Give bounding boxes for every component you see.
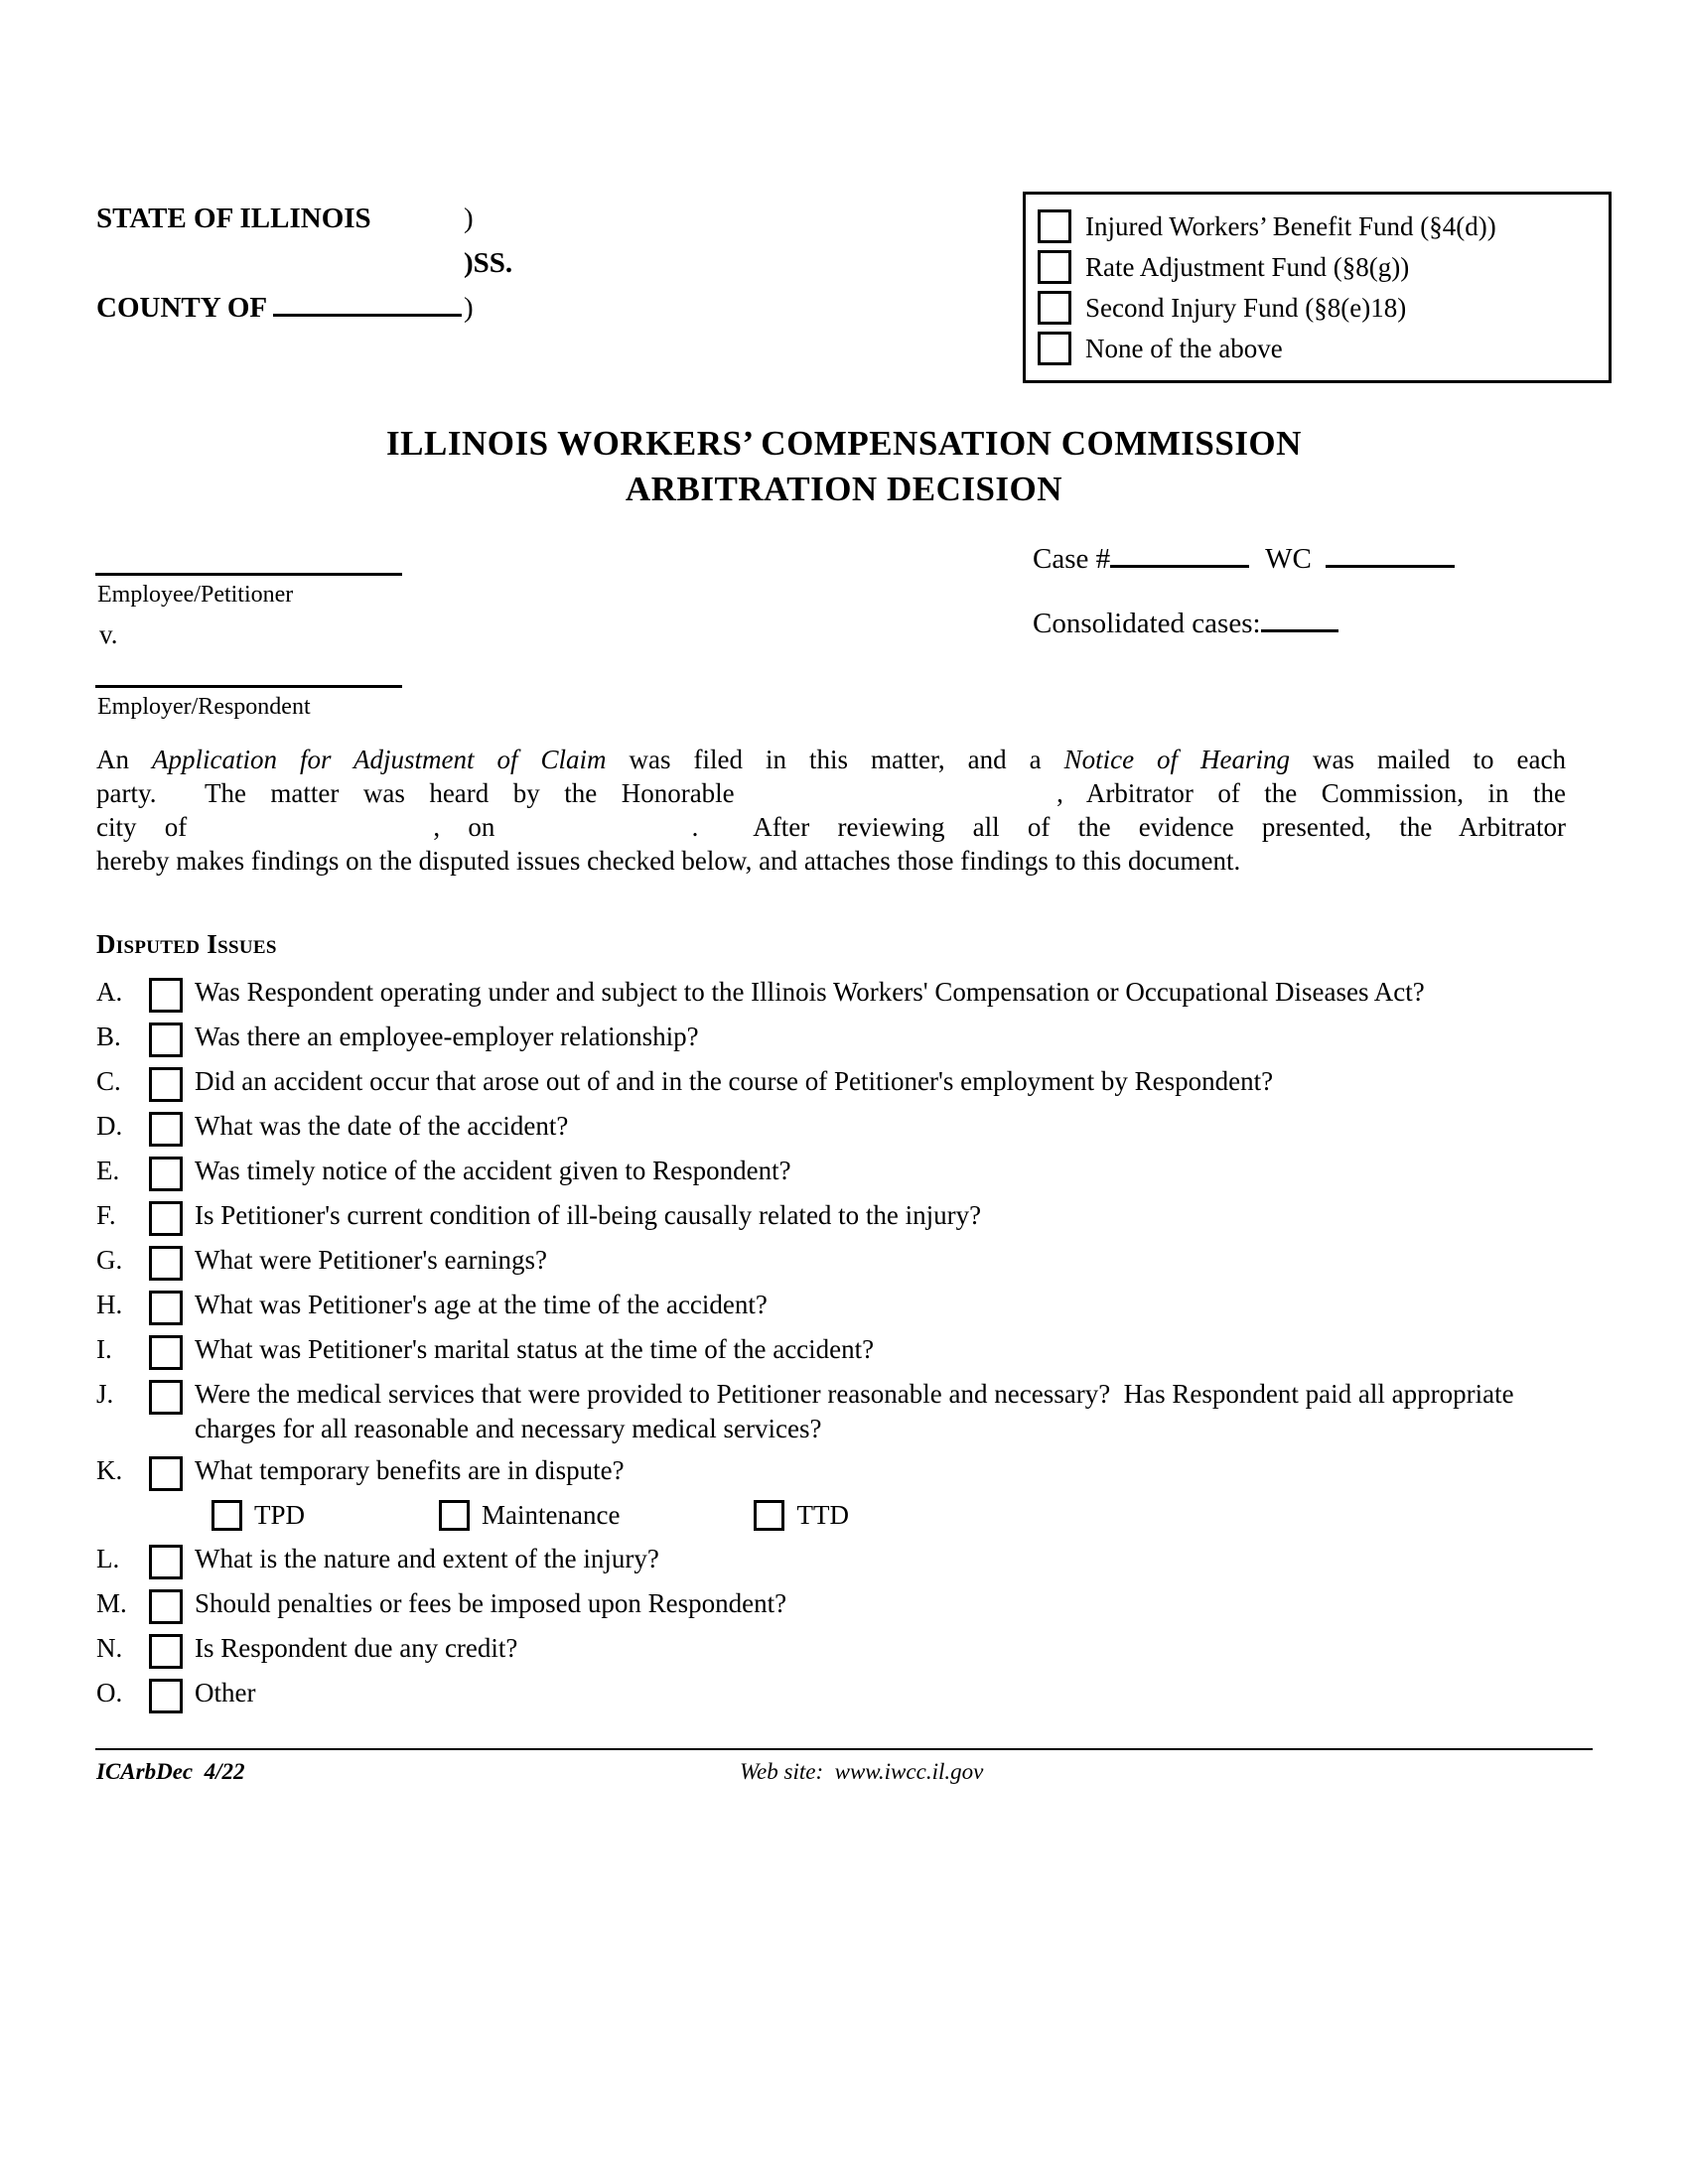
issue-m-checkbox[interactable] <box>149 1589 183 1624</box>
fund-option-label: Second Injury Fund (§8(e)18) <box>1085 293 1407 323</box>
state-row <box>96 197 613 241</box>
venue-block <box>96 197 613 331</box>
none-of-the-above-checkbox[interactable] <box>1038 332 1071 365</box>
issue-letter: J. <box>96 1379 114 1409</box>
issue-letter: F. <box>96 1200 116 1230</box>
title-line-2: ARBITRATION DECISION <box>625 470 1063 508</box>
issue-row-g <box>96 1243 1548 1281</box>
issue-row-o <box>96 1676 1548 1713</box>
issue-l-checkbox[interactable] <box>149 1545 183 1579</box>
issue-row-c <box>96 1064 1548 1102</box>
intro-text: . After reviewing all of the evidence presented, the Arbitrator <box>691 812 1567 842</box>
intro-paragraph <box>96 743 1566 878</box>
state-label: STATE OF ILLINOIS <box>96 203 371 234</box>
issue-d-checkbox[interactable] <box>149 1112 183 1147</box>
wc-number-field[interactable] <box>1326 543 1455 568</box>
tpd-checkbox[interactable] <box>211 1500 242 1531</box>
intro-text: party. The matter was heard by the Honorable <box>96 778 735 808</box>
employer-respondent-label: Employer/Respondent <box>97 694 311 720</box>
issue-row-l <box>96 1542 1548 1579</box>
intro-text: , Arbitrator of the Commission, in the <box>1056 778 1567 808</box>
issue-letter: D. <box>96 1111 123 1141</box>
issue-text: What is the nature and extent of the injury? <box>195 1544 659 1573</box>
issue-row-j <box>96 1377 1548 1446</box>
employee-petitioner-field[interactable] <box>95 573 402 576</box>
issue-text: Other <box>195 1678 256 1707</box>
issue-text: Was Respondent operating under and subject to the Illinois Workers' Compensation or Occupational Diseases Act? <box>195 977 1425 1007</box>
issue-letter: L. <box>96 1544 120 1573</box>
issue-text: What was Petitioner's marital status at the time of the accident? <box>195 1334 875 1364</box>
ttd-label: TTD <box>796 1500 849 1530</box>
issue-text: What was Petitioner's age at the time of the accident? <box>195 1290 768 1319</box>
issue-letter: H. <box>96 1290 123 1319</box>
benefit-fund-checklist <box>1023 192 1612 383</box>
ttd-option <box>754 1498 848 1533</box>
fund-option-row <box>1038 332 1597 365</box>
county-name-field[interactable] <box>273 292 462 317</box>
tpd-option <box>211 1498 305 1533</box>
maintenance-label: Maintenance <box>482 1500 621 1530</box>
issue-k-checkbox[interactable] <box>149 1456 183 1491</box>
fund-option-label: None of the above <box>1085 334 1283 363</box>
title-line-1: ILLINOIS WORKERS’ COMPENSATION COMMISSION <box>386 424 1302 463</box>
case-number-label: Case # <box>1033 543 1111 575</box>
issue-row-m <box>96 1586 1548 1624</box>
intro-text: was mailed to each <box>1290 745 1566 774</box>
intro-text: , on <box>433 812 495 842</box>
issue-c-checkbox[interactable] <box>149 1067 183 1102</box>
fund-option-label: Injured Workers’ Benefit Fund (§4(d)) <box>1085 211 1496 241</box>
fund-option-row <box>1038 209 1597 243</box>
issue-text: Were the medical services that were provided to Petitioner reasonable and necessary? Has Respondent paid all appropriate charges for all reasonable and necessary medical services? <box>195 1379 1521 1443</box>
issue-text: What was the date of the accident? <box>195 1111 569 1141</box>
fund-option-row <box>1038 291 1597 325</box>
paren-mark: ) <box>464 203 474 234</box>
issue-row-b <box>96 1020 1548 1057</box>
employer-respondent-field[interactable] <box>95 685 402 688</box>
footer-website: Web site: www.iwcc.il.gov <box>740 1759 984 1784</box>
issue-n-checkbox[interactable] <box>149 1634 183 1669</box>
employee-petitioner-label: Employee/Petitioner <box>97 582 294 608</box>
issue-letter: G. <box>96 1245 123 1275</box>
issue-b-checkbox[interactable] <box>149 1023 183 1057</box>
issue-h-checkbox[interactable] <box>149 1291 183 1325</box>
county-label: COUNTY OF <box>96 292 268 324</box>
issue-letter: O. <box>96 1678 123 1707</box>
intro-text: was filed in this matter, and a <box>606 745 1064 774</box>
disputed-issues-heading: Disputed Issues <box>96 929 277 959</box>
issue-letter: E. <box>96 1156 120 1185</box>
temporary-benefits-options <box>211 1498 1548 1533</box>
issue-text: Should penalties or fees be imposed upon Respondent? <box>195 1588 787 1618</box>
issue-text: Was there an employee-employer relationship? <box>195 1022 699 1051</box>
ss-row <box>96 241 613 286</box>
issue-text: What temporary benefits are in dispute? <box>195 1455 625 1485</box>
paren-mark: ) <box>464 292 474 324</box>
wc-label: WC <box>1265 543 1312 575</box>
issue-j-checkbox[interactable] <box>149 1380 183 1415</box>
fund-option-row <box>1038 250 1597 284</box>
fund-option-label: Rate Adjustment Fund (§8(g)) <box>1085 252 1410 282</box>
maintenance-option <box>439 1498 620 1533</box>
tpd-label: TPD <box>254 1500 306 1530</box>
issue-f-checkbox[interactable] <box>149 1201 183 1236</box>
issue-row-i <box>96 1332 1548 1370</box>
issue-i-checkbox[interactable] <box>149 1335 183 1370</box>
document-title <box>0 424 1688 509</box>
issue-row-a <box>96 975 1548 1013</box>
ttd-checkbox[interactable] <box>754 1500 784 1531</box>
intro-line-2 <box>96 776 1566 810</box>
issue-row-f <box>96 1198 1548 1236</box>
case-number-line <box>1033 543 1455 576</box>
issue-letter: B. <box>96 1022 121 1051</box>
issue-letter: A. <box>96 977 123 1007</box>
second-injury-fund-checkbox[interactable] <box>1038 291 1071 325</box>
intro-line-3 <box>96 810 1566 844</box>
county-row <box>96 286 613 331</box>
intro-italic-text: Notice of Hearing <box>1063 745 1291 774</box>
issue-row-h <box>96 1288 1548 1325</box>
issue-a-checkbox[interactable] <box>149 978 183 1013</box>
issue-letter: K. <box>96 1455 123 1485</box>
issue-text: Did an accident occur that arose out of and in the course of Petitioner's employment by Respondent? <box>195 1066 1274 1096</box>
issue-text: Was timely notice of the accident given to Respondent? <box>195 1156 791 1185</box>
case-number-field[interactable] <box>1110 543 1249 568</box>
issue-g-checkbox[interactable] <box>149 1246 183 1281</box>
issue-text: What were Petitioner's earnings? <box>195 1245 547 1275</box>
intro-line-1 <box>96 743 1566 776</box>
issue-row-k <box>96 1453 1548 1491</box>
issue-row-d <box>96 1109 1548 1147</box>
issue-letter: N. <box>96 1633 123 1663</box>
intro-line-4 <box>96 844 1566 878</box>
spacer <box>96 241 464 286</box>
intro-text: city of <box>96 812 188 842</box>
issue-letter: M. <box>96 1588 127 1618</box>
footer-divider <box>95 1748 1593 1750</box>
issue-letter: I. <box>96 1334 112 1364</box>
rate-adjustment-fund-checkbox[interactable] <box>1038 250 1071 284</box>
issue-row-n <box>96 1631 1548 1669</box>
maintenance-checkbox[interactable] <box>439 1500 470 1531</box>
issue-text: Is Respondent due any credit? <box>195 1633 518 1663</box>
consolidated-cases-field[interactable] <box>1261 608 1338 632</box>
issue-e-checkbox[interactable] <box>149 1157 183 1191</box>
intro-italic-text: Application for Adjustment of Claim <box>152 745 607 774</box>
injured-workers-benefit-fund-checkbox[interactable] <box>1038 209 1071 243</box>
consolidated-cases-line <box>1033 608 1338 640</box>
issue-letter: C. <box>96 1066 121 1096</box>
footer-doc-code: ICArbDec 4/22 <box>96 1759 245 1784</box>
issue-text: Is Petitioner's current condition of ill-being causally related to the injury? <box>195 1200 982 1230</box>
versus-label: v. <box>99 619 118 649</box>
issue-row-e <box>96 1154 1548 1191</box>
intro-text: hereby makes findings on the disputed issues checked below, and attaches those findings to this document. <box>96 846 1241 876</box>
disputed-issues-list <box>96 975 1548 1720</box>
consolidated-cases-label: Consolidated cases: <box>1033 608 1261 639</box>
intro-text: An <box>96 745 152 774</box>
ss-label: )SS. <box>464 247 513 279</box>
issue-o-checkbox[interactable] <box>149 1679 183 1713</box>
